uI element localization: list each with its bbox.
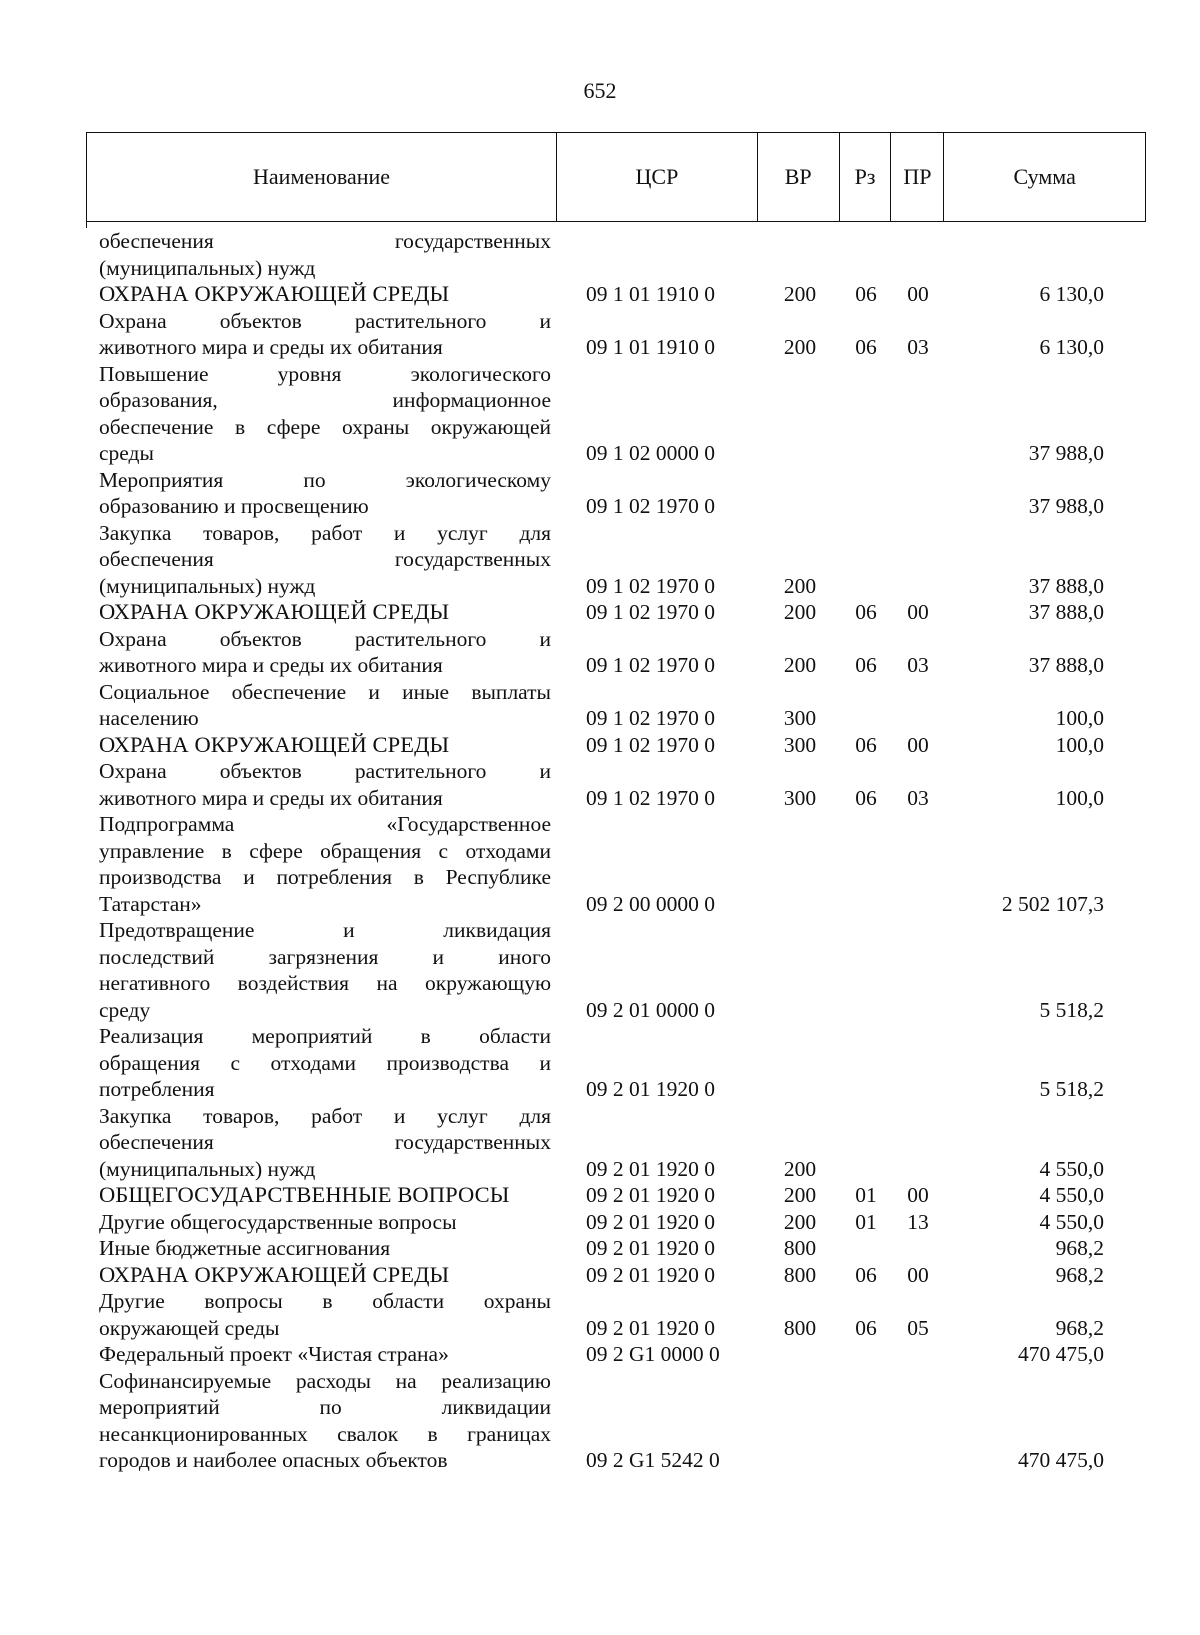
- row-sum: 5 518,2: [1039, 1077, 1104, 1101]
- row-sum: 5 518,2: [1039, 997, 1104, 1022]
- row-csr: 09 2 01 1920 0: [586, 1183, 715, 1207]
- row-vr: 200: [783, 573, 817, 598]
- table-row: [0, 1341, 1200, 1368]
- row-name-line: Софинансируемые расходы на реализацию: [99, 1368, 551, 1393]
- row-rz: 06: [855, 282, 877, 306]
- row-csr: 09 2 00 0000 0: [586, 891, 715, 916]
- table-row: [0, 1103, 1200, 1183]
- row-pr: 00: [907, 600, 929, 624]
- row-csr: 09 2 01 1920 0: [586, 1236, 715, 1260]
- table-row: [0, 361, 1200, 467]
- row-name-line: Охрана объектов растительного и: [99, 308, 551, 333]
- table-row: [0, 626, 1200, 679]
- row-name-line: Социальное обеспечение и иные выплаты: [99, 679, 551, 704]
- row-csr: 09 1 02 1970 0: [586, 785, 715, 810]
- row-pr: 13: [907, 1209, 929, 1234]
- table-row: [0, 228, 1200, 281]
- row-sum: 2 502 107,3: [1001, 891, 1104, 916]
- row-codes: [0, 1076, 1200, 1103]
- row-csr: 09 1 02 1970 0: [586, 732, 715, 757]
- row-vr: 800: [783, 1262, 817, 1287]
- row-codes: [0, 891, 1200, 918]
- row-vr: 200: [783, 1183, 817, 1207]
- row-csr: 09 1 02 1970 0: [586, 600, 715, 624]
- row-sum: 968,2: [1055, 1236, 1104, 1260]
- row-csr: 09 2 01 1920 0: [586, 1077, 715, 1101]
- table-row: [0, 1288, 1200, 1341]
- header-csr: ЦСР: [557, 133, 758, 221]
- row-vr: 800: [783, 1236, 817, 1260]
- row-codes: [0, 1341, 1200, 1368]
- row-vr: 300: [783, 706, 817, 730]
- row-name-line: животного мира и среды их обитания: [99, 653, 443, 677]
- row-name-line: ОХРАНА ОКРУЖАЮЩЕЙ СРЕДЫ: [99, 731, 450, 757]
- row-csr: 09 1 01 1910 0: [586, 282, 715, 306]
- row-vr: 200: [783, 600, 817, 624]
- row-rz: 06: [855, 785, 877, 810]
- row-codes: [0, 1156, 1200, 1183]
- row-name-line: производства и потребления в Республике: [99, 865, 551, 889]
- row-name-line: образованию и просвещению: [99, 494, 369, 518]
- row-name-line: животного мира и среды их обитания: [99, 785, 443, 810]
- row-name-line: Другие вопросы в области охраны: [99, 1289, 551, 1313]
- row-name-line: ОХРАНА ОКРУЖАЮЩЕЙ СРЕДЫ: [99, 599, 450, 624]
- row-codes: [0, 1315, 1200, 1342]
- page-number: 652: [583, 78, 617, 103]
- row-sum: 37 888,0: [1028, 600, 1104, 624]
- row-sum: 37 988,0: [1028, 494, 1104, 518]
- row-csr: 09 2 01 0000 0: [586, 997, 715, 1022]
- row-sum: 6 130,0: [1039, 282, 1104, 306]
- row-codes: [0, 732, 1200, 759]
- table-row: [0, 732, 1200, 759]
- row-codes: [0, 705, 1200, 732]
- row-codes: [0, 573, 1200, 600]
- row-csr: 09 1 02 1970 0: [586, 494, 715, 518]
- row-pr: 03: [907, 653, 929, 677]
- row-vr: 200: [783, 1156, 817, 1181]
- row-sum: 4 550,0: [1039, 1156, 1104, 1181]
- row-name-line: ОБЩЕГОСУДАРСТВЕННЫЕ ВОПРОСЫ: [99, 1182, 510, 1207]
- row-sum: 37 988,0: [1028, 441, 1104, 465]
- table-row: [0, 1209, 1200, 1236]
- row-vr: 200: [783, 1209, 817, 1234]
- row-name-line: (муниципальных) нужд: [99, 255, 316, 280]
- row-csr: 09 2 G1 5242 0: [586, 1448, 720, 1472]
- row-csr: 09 1 02 1970 0: [586, 706, 715, 730]
- row-pr: 00: [907, 732, 929, 757]
- row-name-line: Другие общегосударственные вопросы: [99, 1209, 457, 1234]
- row-vr: 300: [783, 785, 817, 810]
- row-name-line: Закупка товаров, работ и услуг для: [99, 520, 551, 545]
- table-row: [0, 599, 1200, 626]
- row-name-line: (муниципальных) нужд: [99, 573, 316, 598]
- table-row: [0, 308, 1200, 361]
- row-codes: [0, 1262, 1200, 1289]
- row-sum: 968,2: [1055, 1262, 1104, 1287]
- row-csr: 09 1 02 1970 0: [586, 653, 715, 677]
- row-rz: 06: [855, 732, 877, 757]
- row-sum: 100,0: [1055, 706, 1104, 730]
- row-codes: [0, 785, 1200, 812]
- row-name-line: (муниципальных) нужд: [99, 1156, 316, 1181]
- row-codes: [0, 493, 1200, 520]
- row-pr: 00: [907, 1183, 929, 1207]
- table-row: [0, 520, 1200, 600]
- row-name-line: Татарстан»: [99, 891, 202, 916]
- row-csr: 09 2 01 1920 0: [586, 1315, 715, 1340]
- row-name-line: обеспечения государственных: [99, 547, 551, 571]
- row-name-line: Охрана объектов растительного и: [99, 759, 551, 783]
- row-name-line: животного мира и среды их обитания: [99, 335, 443, 359]
- row-csr: 09 2 01 1920 0: [586, 1262, 715, 1287]
- row-csr: 09 2 01 1920 0: [586, 1209, 715, 1234]
- row-name-line: обеспечения государственных: [99, 1130, 551, 1154]
- row-sum: 4 550,0: [1039, 1209, 1104, 1234]
- row-sum: 470 475,0: [1018, 1342, 1104, 1366]
- table-row: [0, 1023, 1200, 1103]
- row-rz: 06: [855, 1315, 877, 1340]
- table-row: [0, 679, 1200, 732]
- row-sum: 968,2: [1055, 1315, 1104, 1340]
- row-name-line: управление в сфере обращения с отходами: [99, 838, 551, 863]
- row-sum: 37 888,0: [1028, 573, 1104, 598]
- table-row: [0, 811, 1200, 917]
- row-name-line: Охрана объектов растительного и: [99, 626, 551, 651]
- row-rz: 01: [855, 1183, 877, 1207]
- row-name-line: Предотвращение и ликвидация: [99, 918, 551, 942]
- row-sum: 470 475,0: [1018, 1448, 1104, 1472]
- row-rz: 06: [855, 1262, 877, 1287]
- table-row: [0, 758, 1200, 811]
- table-row: [0, 1262, 1200, 1289]
- row-csr: 09 2 01 1920 0: [586, 1156, 715, 1181]
- table-row: [0, 917, 1200, 1023]
- table-row: [0, 1368, 1200, 1474]
- row-codes: [0, 652, 1200, 679]
- row-pr: 00: [907, 282, 929, 306]
- row-name-line: обеспечение в сфере охраны окружающей: [99, 414, 551, 439]
- row-csr: 09 1 01 1910 0: [586, 335, 715, 359]
- table-row: [0, 1235, 1200, 1262]
- row-sum: 100,0: [1055, 785, 1104, 810]
- row-name-line: Иные бюджетные ассигнования: [99, 1236, 391, 1260]
- row-sum: 100,0: [1055, 732, 1104, 757]
- row-codes: [0, 599, 1200, 626]
- row-pr: 00: [907, 1262, 929, 1287]
- row-name-line: несанкционированных свалок в границах: [99, 1421, 551, 1446]
- row-name-line: Закупка товаров, работ и услуг для: [99, 1103, 551, 1128]
- row-rz: 06: [855, 600, 877, 624]
- row-codes: [0, 255, 1200, 282]
- row-name-line: Реализация мероприятий в области: [99, 1024, 551, 1048]
- table-body: [0, 228, 1200, 1474]
- row-name-line: потребления: [99, 1077, 215, 1101]
- row-sum: 37 888,0: [1028, 653, 1104, 677]
- row-rz: 06: [855, 335, 877, 359]
- row-name-line: Мероприятия по экологическому: [99, 467, 551, 492]
- row-codes: [0, 997, 1200, 1024]
- row-csr: 09 1 02 1970 0: [586, 573, 715, 598]
- row-name-line: среды: [99, 441, 154, 465]
- table-row: [0, 1182, 1200, 1209]
- header-sum: Сумма: [1013, 164, 1076, 189]
- row-name-line: мероприятий по ликвидации: [99, 1395, 551, 1419]
- row-codes: [0, 281, 1200, 308]
- table-header: [86, 132, 1146, 222]
- table-row: [0, 467, 1200, 520]
- header-name: Наименование: [87, 133, 557, 221]
- row-codes: [0, 334, 1200, 361]
- row-name-line: Повышение уровня экологического: [99, 361, 551, 386]
- row-name-line: негативного воздействия на окружающую: [99, 971, 551, 995]
- row-name-line: среду: [99, 997, 151, 1022]
- row-vr: 200: [783, 282, 817, 306]
- table-row: [0, 281, 1200, 308]
- row-name-line: окружающей среды: [99, 1315, 280, 1340]
- row-name-line: городов и наиболее опасных объектов: [99, 1448, 448, 1472]
- row-name-line: Подпрограмма «Государственное: [99, 812, 551, 836]
- row-codes: [0, 1209, 1200, 1236]
- row-name-line: обращения с отходами производства и: [99, 1050, 551, 1075]
- row-name-line: образования, информационное: [99, 388, 551, 412]
- row-codes: [0, 1235, 1200, 1262]
- header-vr: ВР: [758, 133, 840, 221]
- row-vr: 300: [783, 732, 817, 757]
- header-rz: Рз: [840, 133, 892, 221]
- row-sum: 6 130,0: [1039, 335, 1104, 359]
- row-name-line: ОХРАНА ОКРУЖАЮЩЕЙ СРЕДЫ: [99, 1261, 450, 1287]
- row-pr: 03: [907, 335, 929, 359]
- row-name-line: населению: [99, 706, 199, 730]
- row-name-line: обеспечения государственных: [99, 229, 551, 253]
- row-rz: 01: [855, 1209, 877, 1234]
- row-pr: 03: [907, 785, 929, 810]
- row-codes: [0, 440, 1200, 467]
- row-vr: 200: [783, 653, 817, 677]
- row-vr: 200: [783, 335, 817, 359]
- row-csr: 09 1 02 0000 0: [586, 441, 715, 465]
- row-codes: [0, 1447, 1200, 1474]
- row-sum: 4 550,0: [1039, 1183, 1104, 1207]
- row-name-line: ОХРАНА ОКРУЖАЮЩЕЙ СРЕДЫ: [99, 281, 450, 306]
- row-pr: 05: [907, 1315, 929, 1340]
- row-csr: 09 2 G1 0000 0: [586, 1342, 720, 1366]
- header-pr: ПР: [891, 133, 944, 221]
- row-vr: 800: [783, 1315, 817, 1340]
- row-name-line: последствий загрязнения и иного: [99, 944, 551, 969]
- row-name-line: Федеральный проект «Чистая страна»: [99, 1342, 449, 1366]
- row-codes: [0, 1182, 1200, 1209]
- row-rz: 06: [855, 653, 877, 677]
